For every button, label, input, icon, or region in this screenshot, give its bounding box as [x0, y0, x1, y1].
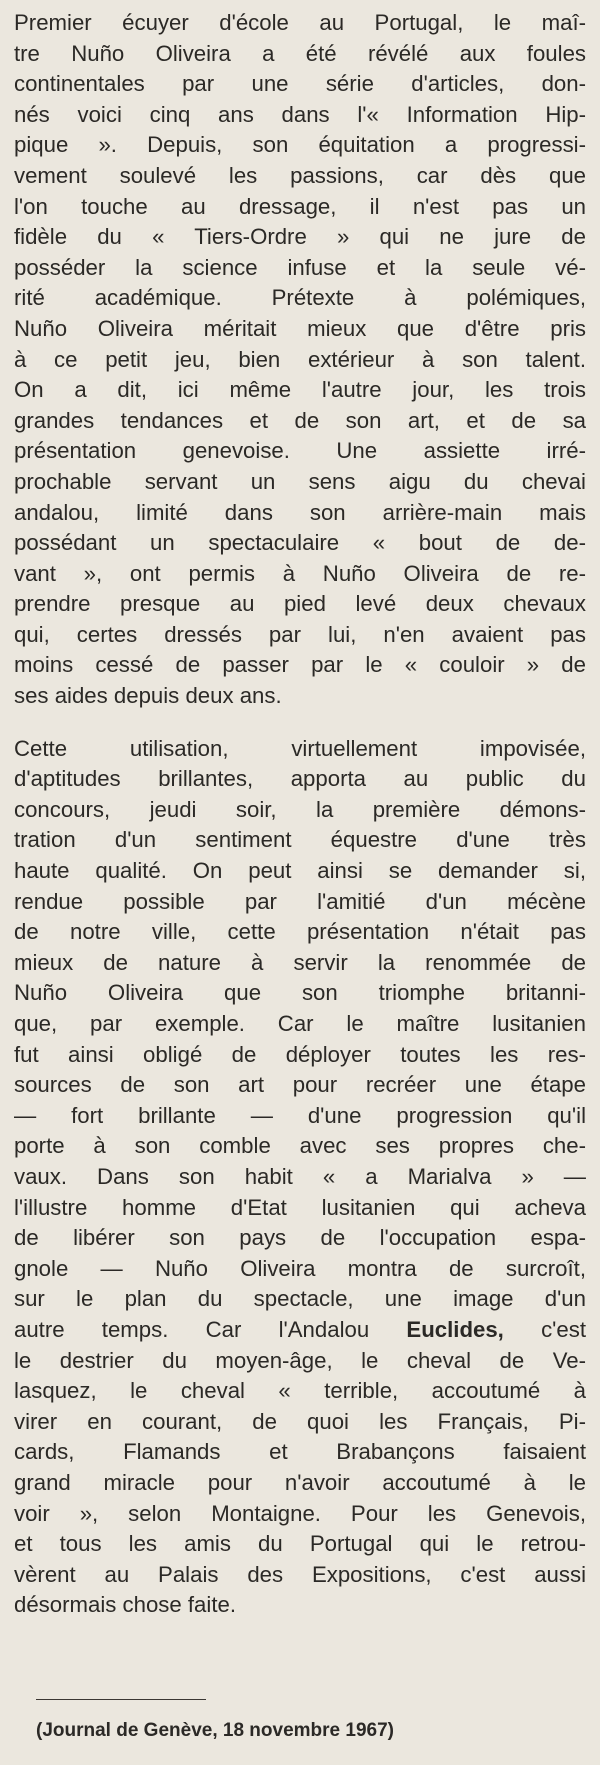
text-line: vèrent au Palais des Expositions, c'est aussi	[14, 1561, 586, 1587]
text-line: sources de son art pour recréer une étape	[14, 1072, 586, 1098]
text-line: cards, Flamands et Brabançons faisaient	[14, 1439, 586, 1465]
text-line: Cette utilisation, virtuellement impovisée,	[14, 735, 586, 761]
text-line: grandes tendances et de son art, et de sa	[14, 407, 586, 433]
text-line: concours, jeudi soir, la première démons-	[14, 796, 586, 822]
text-line: virer en courant, de quoi les Français, Pi-	[14, 1408, 586, 1434]
text-line: haute qualité. On peut ainsi se demander si,	[14, 858, 586, 884]
text-line: d'aptitudes brillantes, apporta au public du	[14, 766, 586, 792]
text-line: prochable servant un sens aigu du chevai	[14, 468, 586, 494]
text-line: possédant un spectaculaire « bout de de-	[14, 530, 586, 556]
text-line: l'illustre homme d'Etat lusitanien qui acheva	[14, 1194, 586, 1220]
text-line: désormais chose faite.	[14, 1592, 236, 1618]
text-line: Nuño Oliveira que son triomphe britanni-	[14, 980, 586, 1006]
text-line: rité académique. Prétexte à polémiques,	[14, 285, 586, 311]
text-line: porte à son comble avec ses propres che-	[14, 1133, 586, 1159]
text-line: moins cessé de passer par le « couloir » de	[14, 652, 586, 678]
text-line: à ce petit jeu, bien extérieur à son talent.	[14, 346, 586, 372]
source-citation: (Journal de Genève, 18 novembre 1967)	[36, 1720, 394, 1741]
text-line: l'on touche au dressage, il n'est pas un	[14, 193, 586, 219]
footnote-divider	[36, 1699, 206, 1700]
text-line: — fort brillante — d'une progression qu'il	[14, 1102, 586, 1128]
paragraph-1	[14, 8, 586, 712]
text-line: mieux de nature à servir la renommée de	[14, 949, 586, 975]
text-line: vant », ont permis à Nuño Oliveira de re-	[14, 560, 586, 586]
text-line: vement soulevé les passions, car dès que	[14, 162, 586, 188]
text-line: continentales par une série d'articles, don-	[14, 71, 586, 97]
text-line: fut ainsi obligé de déployer toutes les res-	[14, 1041, 586, 1067]
text-line: rendue possible par l'amitié d'un mécène	[14, 888, 586, 914]
text-line: qui, certes dressés par lui, n'en avaient pas	[14, 621, 586, 647]
text-line: vaux. Dans son habit « a Marialva » —	[14, 1163, 586, 1189]
text-line: grand miracle pour n'avoir accoutumé à le	[14, 1469, 586, 1495]
text-line: nés voici cinq ans dans l'« Information Hip-	[14, 101, 586, 127]
text-line: andalou, limité dans son arrière-main mais	[14, 499, 586, 525]
text-line: de notre ville, cette présentation n'était pas	[14, 919, 586, 945]
text-line: de libérer son pays de l'occupation espa-	[14, 1225, 586, 1251]
text-line: le destrier du moyen-âge, le cheval de Ve-	[14, 1347, 586, 1373]
text-line: et tous les amis du Portugal qui le retrou-	[14, 1531, 586, 1557]
paragraph-2	[14, 734, 586, 1621]
text-line: pique ». Depuis, son équitation a progressi-	[14, 132, 586, 158]
text-line: posséder la science infuse et la seule vé-	[14, 254, 586, 280]
text-line: gnole — Nuño Oliveira montra de surcroît,	[14, 1255, 586, 1281]
text-segment: c'est	[503, 1316, 586, 1342]
text-line: On a dit, ici même l'autre jour, les trois	[14, 377, 586, 403]
text-line-with-bold	[14, 1315, 586, 1346]
text-line: lasquez, le cheval « terrible, accoutumé à	[14, 1378, 586, 1404]
text-line: prendre presque au pied levé deux chevaux	[14, 591, 586, 617]
text-line: fidèle du « Tiers-Ordre » qui ne jure de	[14, 224, 586, 250]
text-line: ses aides depuis deux ans.	[14, 683, 282, 709]
text-line: présentation genevoise. Une assiette irré-	[14, 438, 586, 464]
text-line: Premier écuyer d'école au Portugal, le maî-	[14, 10, 586, 35]
text-line: Nuño Oliveira méritait mieux que d'être pris	[14, 315, 586, 341]
bold-horse-name: Euclides,	[406, 1316, 504, 1342]
text-line: tre Nuño Oliveira a été révélé aux foules	[14, 40, 586, 66]
text-segment: autre temps. Car l'Andalou	[14, 1316, 370, 1342]
article-body	[14, 8, 586, 1621]
text-line: voir », selon Montaigne. Pour les Genevois,	[14, 1500, 586, 1526]
text-line: que, par exemple. Car le maître lusitanien	[14, 1011, 586, 1036]
text-line: sur le plan du spectacle, une image d'un	[14, 1286, 586, 1312]
text-line: tration d'un sentiment équestre d'une très	[14, 827, 586, 853]
